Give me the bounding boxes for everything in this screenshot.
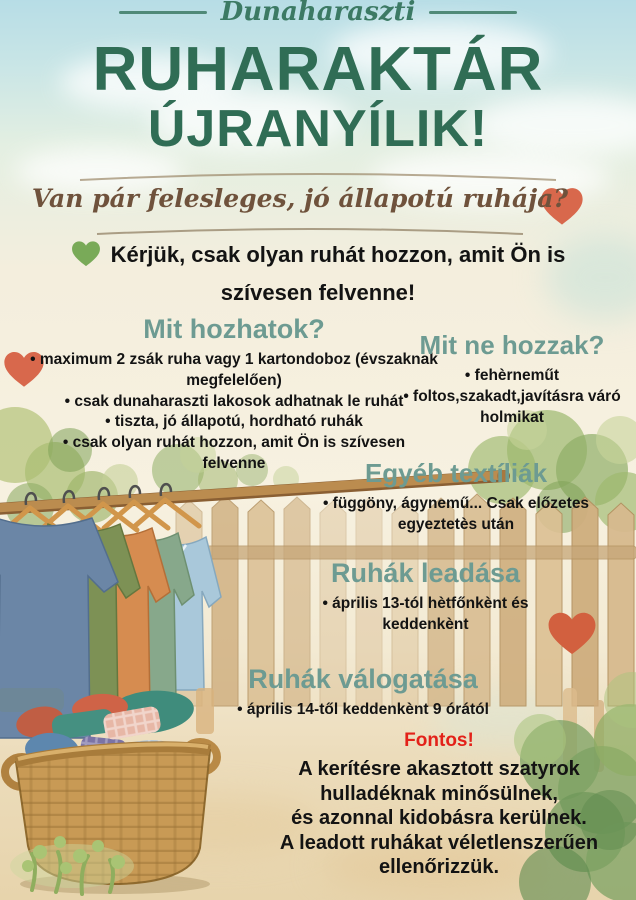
subtitle-underline xyxy=(95,224,525,236)
important-notice xyxy=(238,730,636,880)
list-item: • függöny, ágynemű... Csak előzetes egyeztetès után xyxy=(300,494,612,536)
section-heading: Ruhák leadása xyxy=(330,558,521,588)
list-item: • április 13-tól hètfőnkènt és keddenkènt xyxy=(298,594,553,636)
list-item: • fehèrneműt xyxy=(388,366,636,387)
bullet-list xyxy=(212,700,514,721)
section-heading: Ruhák válogatása xyxy=(248,664,478,694)
important-line: hulladéknak minősülnek, xyxy=(320,782,558,805)
section-ruhak-valogatasa xyxy=(212,664,514,721)
section-ruhak-leadasa xyxy=(298,558,553,636)
header-rule-left xyxy=(119,11,207,14)
important-line: és azonnal kidobásra kerülnek. xyxy=(291,807,587,829)
important-line: A kerítésre akasztott szatyrok xyxy=(298,758,580,780)
main-title-line1: RUHARAKTÁR xyxy=(92,35,544,104)
list-item: • csak dunaharaszti lakosok adhatnak le ruhát xyxy=(30,392,438,413)
important-label: Fontos! xyxy=(404,730,474,751)
subtitle-question: Van pár felesleges, jó állapotú ruhája? xyxy=(31,184,569,213)
list-item: • maximum 2 zsák ruha vagy 1 kartondoboz (évszaknak megfelelően) xyxy=(30,350,438,392)
section-heading: Egyéb textíliák xyxy=(364,458,548,488)
green-heart-icon xyxy=(71,240,101,276)
section-heading: Mit ne hozzak? xyxy=(419,330,605,360)
bullet-list xyxy=(300,494,612,536)
important-line: A leadott ruhákat véletlenszerűen xyxy=(279,831,599,854)
section-mit-hozhatok xyxy=(30,314,438,475)
red-heart-icon xyxy=(547,610,597,661)
title-underline xyxy=(78,168,558,182)
bullet-list xyxy=(298,594,553,636)
list-item: • április 14-től keddenkènt 9 órától xyxy=(212,700,514,721)
list-item: • csak olyan ruhát hozzon, amit Ön is szívesen felvenne xyxy=(30,433,438,475)
bullet-list xyxy=(30,350,438,475)
list-item: • tiszta, jó állapotú, hordható ruhák xyxy=(30,412,438,433)
header-rule-right xyxy=(429,11,517,14)
bullet-list xyxy=(388,366,636,428)
important-text xyxy=(238,757,636,880)
intro-line2: szívesen felvenne! xyxy=(220,280,416,305)
poster-header xyxy=(0,0,636,27)
section-heading: Mit hozhatok? xyxy=(143,314,325,344)
important-line: ellenőrizzük. xyxy=(378,856,500,878)
main-title-line2: ÚJRANYÍLIK! xyxy=(147,100,489,158)
list-item: • foltos,szakadt,javításra váró holmikat xyxy=(388,387,636,429)
intro-text xyxy=(0,238,636,309)
location-title: Dunaharaszti xyxy=(220,0,416,27)
section-egyeb-textiliak xyxy=(300,458,612,536)
intro-line1: Kérjük, csak olyan ruhát hozzon, amit Ön is xyxy=(110,242,566,267)
section-mit-ne-hozzak xyxy=(388,330,636,428)
